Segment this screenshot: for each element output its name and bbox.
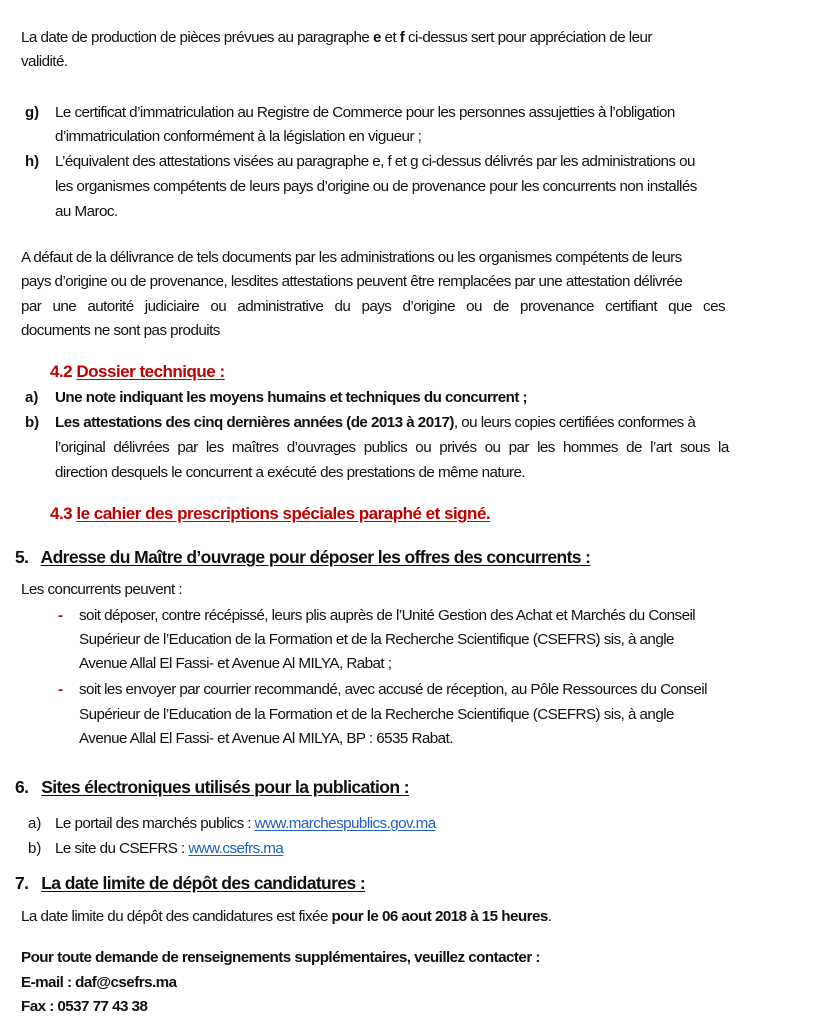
bullet-2-line-1: soit les envoyer par courrier recommandé, avec accusé de réception, au Pôle Ressources du Conseil [79, 681, 707, 698]
bullet-2-line-2: Supérieur de l’Education de la Formation et de la Recherche Scientifique (CSEFRS) sis, à angle [79, 706, 674, 723]
section-5-title: Adresse du Maître d’ouvrage pour déposer les offres des concurrents : [40, 547, 591, 567]
site-marker-a: a) [28, 815, 42, 832]
item-h-line-1: L’équivalent des attestations visées au paragraphe e, f et g ci-dessus délivrés par les administrations ou [55, 153, 695, 170]
item-4-2-b-line-2: l’original délivrées par les maîtres d’ouvrages publics ou privés ou par les hommes de l’art sous la [55, 439, 729, 456]
section-7-title: La date limite de dépôt des candidatures : [41, 873, 366, 893]
section-4-2-number: 4.2 [50, 362, 73, 381]
section-6-number: 6. [15, 777, 29, 797]
item-g-line-2: d’immatriculation conformément à la législation en vigueur ; [55, 128, 422, 145]
item-marker-b: b) [25, 414, 40, 431]
item-h-line-2: les organismes compétents de leurs pays d’origine ou de provenance pour les concurrents non installés [55, 178, 697, 195]
section-5-heading [15, 545, 590, 569]
item-4-2-a: Une note indiquant les moyens humains et techniques du concurrent ; [55, 389, 527, 406]
section-5-number: 5. [15, 547, 29, 567]
section-4-2-title: Dossier technique : [76, 362, 225, 381]
deadline-pre: La date limite du dépôt des candidatures est fixée [21, 908, 332, 925]
contact-email: E-mail : daf@csefrs.ma [21, 974, 177, 991]
section-6-heading [15, 775, 409, 799]
section-7-heading [15, 871, 365, 895]
item-g-line-1: Le certificat d’immatriculation au Registre de Commerce pour les personnes assujetties à l’obligation [55, 104, 675, 121]
site-marker-b: b) [28, 840, 42, 857]
bullet-1-line-2: Supérieur de l’Education de la Formation et de la Recherche Scientifique (CSEFRS) sis, à angle [79, 631, 674, 648]
item-marker-h: h) [25, 153, 40, 170]
intro-text: La date de production de pièces prévues au paragraphe [21, 29, 373, 46]
intro-line-2: validité. [21, 53, 68, 70]
intro-bold-e: e [372, 29, 381, 46]
intro-text: ci-dessus sert pour appréciation de leur [404, 29, 652, 46]
bullet-1-line-1: soit déposer, contre récépissé, leurs plis auprès de l’Unité Gestion des Achat et Marchés du Conseil [79, 607, 696, 624]
item-4-2-b-bold: Les attestations des cinq dernières années (de 2013 à 2017) [55, 414, 454, 431]
defaut-line-2: pays d’origine ou de provenance, lesdites attestations peuvent être remplacées par une attestation délivrée [21, 273, 683, 290]
section-6-title: Sites électroniques utilisés pour la publication : [41, 777, 409, 797]
item-marker-a: a) [25, 389, 39, 406]
section-4-3-number: 4.3 [50, 504, 73, 523]
bullet-dash-1: - [58, 607, 63, 624]
section-7-number: 7. [15, 873, 29, 893]
intro-text: et [380, 29, 400, 46]
intro-bold-f: f [399, 29, 405, 46]
contact-fax: Fax : 0537 77 43 38 [21, 998, 148, 1015]
section-5-intro: Les concurrents peuvent : [21, 581, 183, 598]
item-4-2-b-rest: , ou leurs copies certifiées conformes à [453, 414, 696, 431]
section-4-3-title: le cahier des prescriptions spéciales paraphé et signé. [76, 504, 491, 523]
site-a-label: Le portail des marchés publics : [55, 815, 255, 832]
marchespublics-link[interactable]: www.marchespublics.gov.ma [254, 815, 436, 832]
deadline-post: . [547, 908, 552, 925]
deadline-date: pour le 06 aout 2018 à 15 heures [331, 908, 548, 925]
contact-heading: Pour toute demande de renseignements supplémentaires, veuillez contacter : [21, 949, 540, 966]
site-item-a [55, 812, 436, 836]
section-4-2-heading [50, 360, 225, 384]
item-4-2-b-line-1 [55, 411, 695, 435]
defaut-line-3: par une autorité judiciaire ou administrative du pays d’origine ou de provenance certifiant que ces [21, 298, 726, 315]
item-marker-g: g) [25, 104, 40, 121]
defaut-line-4: documents ne sont pas produits [21, 322, 220, 339]
site-b-label: Le site du CSEFRS : [55, 840, 189, 857]
bullet-dash-2: - [58, 681, 63, 698]
csefrs-link[interactable]: www.csefrs.ma [188, 840, 284, 857]
item-4-2-b-line-3: direction desquels le concurrent a exécuté des prestations de même nature. [55, 464, 526, 481]
defaut-line-1: A défaut de la délivrance de tels documents par les administrations ou les organismes compétents de leurs [21, 249, 682, 266]
deadline-text [21, 905, 551, 929]
bullet-1-line-3: Avenue Allal El Fassi- et Avenue Al MILYA, Rabat ; [79, 655, 392, 672]
item-h-line-3: au Maroc. [55, 203, 118, 220]
bullet-2-line-3: Avenue Allal El Fassi- et Avenue Al MILYA, BP : 6535 Rabat. [79, 730, 453, 747]
intro-line-1 [21, 26, 652, 50]
site-item-b [55, 837, 283, 861]
section-4-3-heading [50, 502, 490, 526]
